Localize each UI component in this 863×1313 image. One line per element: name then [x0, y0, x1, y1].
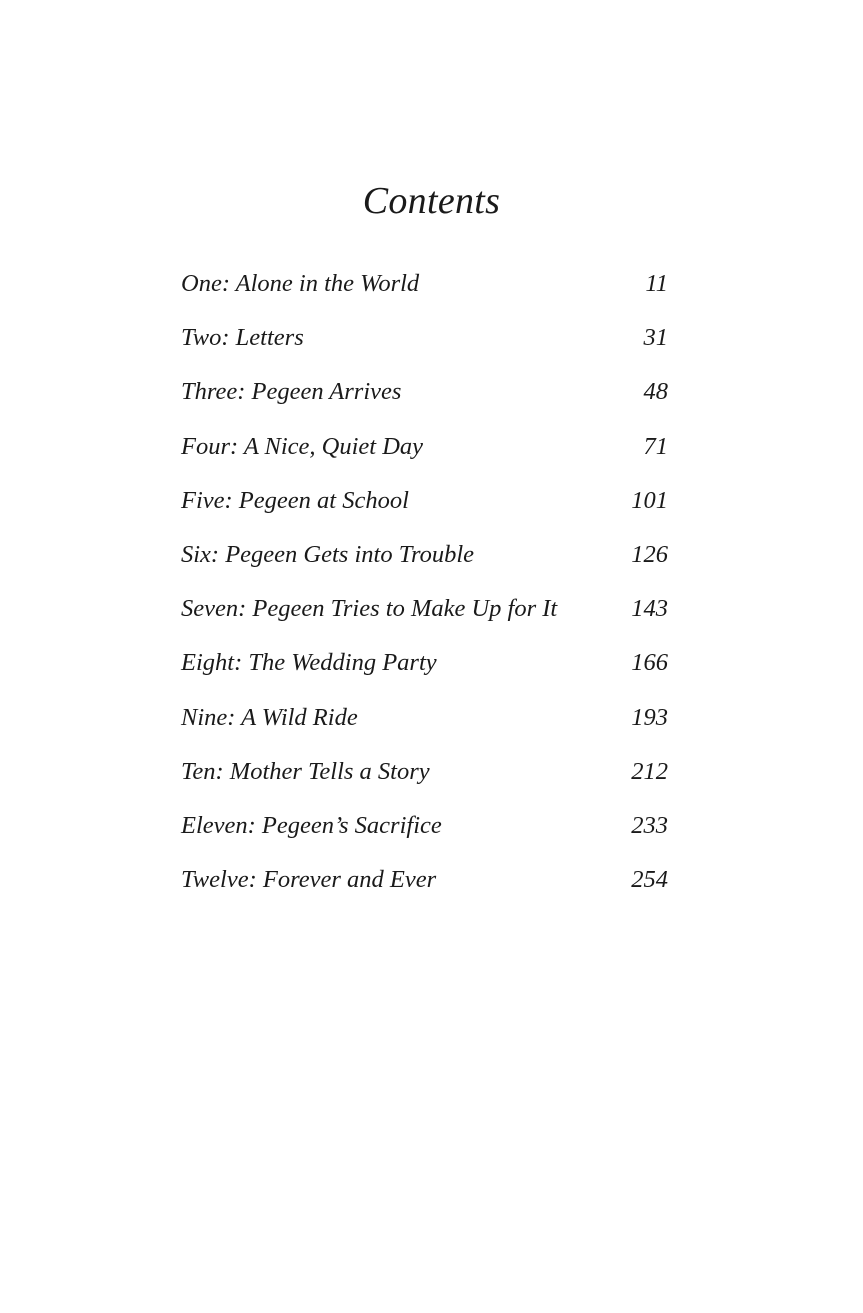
page-number: 101 [631, 486, 668, 514]
page-number: 48 [643, 378, 668, 406]
toc-entry [181, 535, 668, 589]
toc-entry [181, 752, 668, 806]
toc-entry [181, 264, 668, 318]
chapter-title: Five: Pegeen at School [181, 486, 409, 514]
chapter-title: Four: A Nice, Quiet Day [181, 432, 424, 460]
toc-entry [181, 427, 668, 481]
toc-entry [181, 643, 668, 697]
page-number: 166 [631, 649, 668, 677]
toc-entry [181, 806, 668, 860]
page-number: 143 [631, 595, 668, 623]
page-number: 126 [631, 540, 668, 568]
toc-entry [181, 318, 668, 372]
table-of-contents [181, 264, 668, 914]
chapter-title: Twelve: Forever and Ever [181, 866, 437, 894]
page-number: 233 [631, 811, 668, 839]
toc-entry [181, 589, 668, 643]
chapter-title: Three: Pegeen Arrives [181, 378, 402, 406]
chapter-title: One: Alone in the World [181, 270, 420, 297]
chapter-title: Two: Letters [181, 324, 304, 352]
chapter-title: Nine: A Wild Ride [181, 703, 358, 731]
toc-entry [181, 372, 668, 426]
toc-entry [181, 860, 668, 914]
page-number: 71 [643, 432, 668, 460]
page-title: Contents [362, 180, 501, 222]
page-number: 254 [631, 866, 668, 894]
chapter-title: Eleven: Pegeen’s Sacrifice [181, 811, 442, 839]
chapter-title: Eight: The Wedding Party [181, 649, 437, 677]
chapter-title: Six: Pegeen Gets into Trouble [181, 540, 475, 568]
chapter-title: Ten: Mother Tells a Story [181, 757, 430, 785]
page-number: 11 [645, 270, 668, 297]
chapter-title: Seven: Pegeen Tries to Make Up for It [181, 595, 558, 623]
toc-entry [181, 481, 668, 535]
page-number: 31 [643, 324, 668, 352]
page-number: 193 [631, 703, 668, 731]
page-number: 212 [631, 757, 668, 785]
toc-entry [181, 698, 668, 752]
